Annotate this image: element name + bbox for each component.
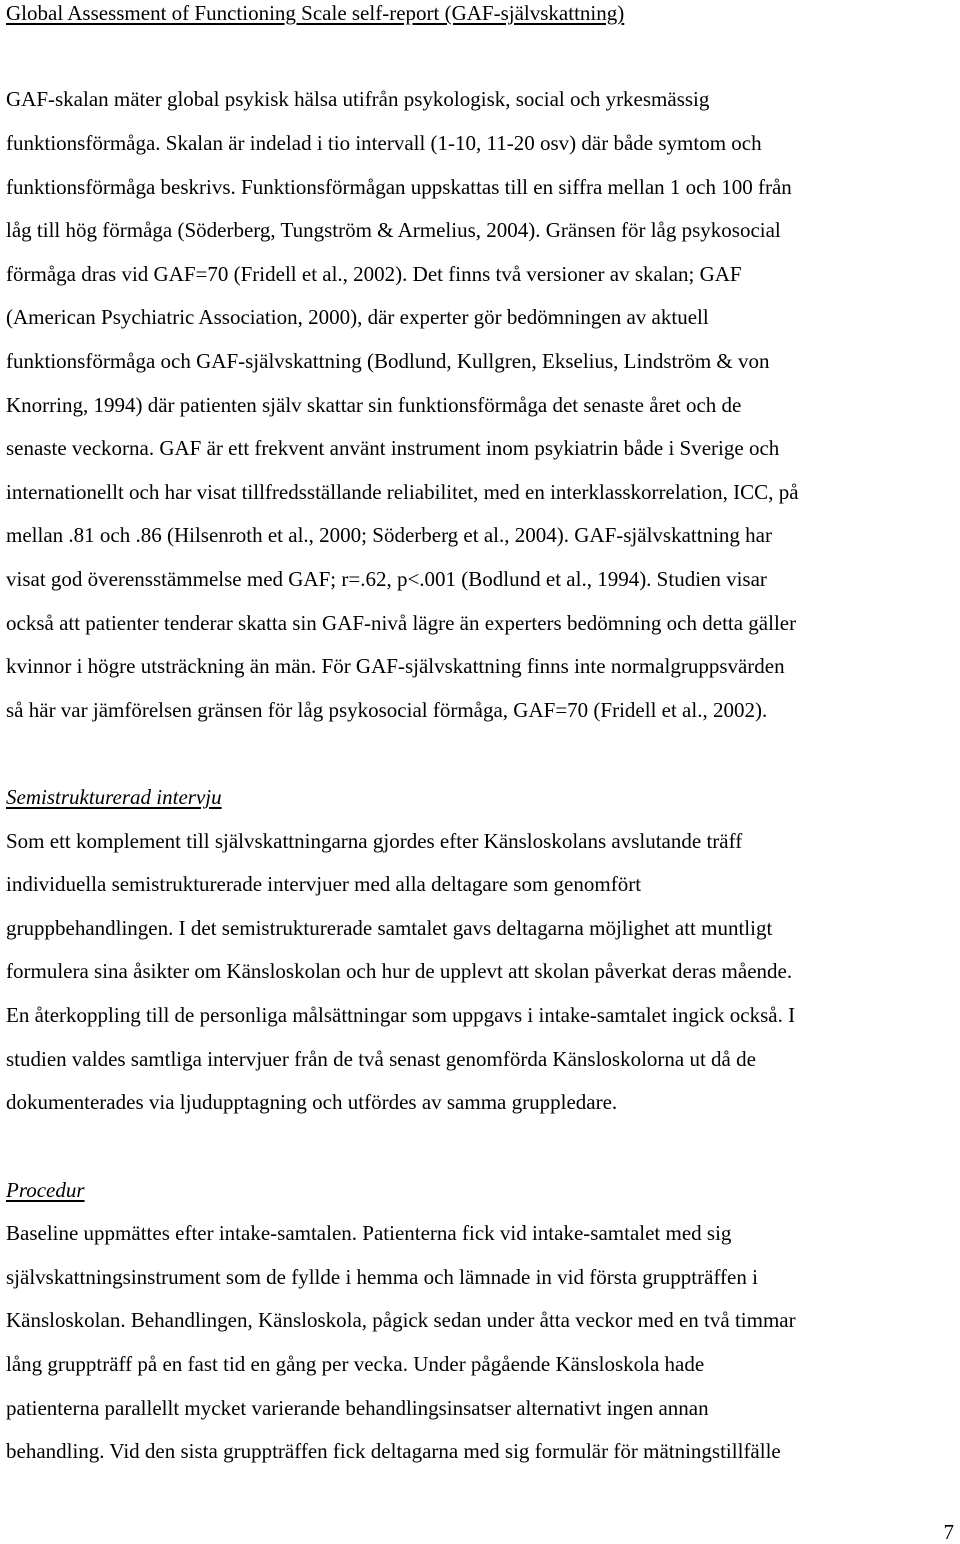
text-line: funktionsförmåga. Skalan är indelad i tio intervall (1-10, 11-20 osv) där både symtom och (6, 131, 762, 155)
text-line: kvinnor i högre utsträckning än män. För GAF-självskattning finns inte normalgruppsvärden (6, 654, 785, 678)
text-line: låg till hög förmåga (Söderberg, Tungström & Armelius, 2004). Gränsen för låg psykosocial (6, 218, 781, 242)
text-line: senaste veckorna. GAF är ett frekvent använt instrument inom psykiatrin både i Sverige och (6, 436, 780, 460)
text-line: också att patienter tenderar skatta sin GAF-nivå lägre än experters bedömning och detta gäller (6, 611, 797, 635)
subheading-procedure: Procedur (6, 1178, 85, 1202)
subheading-semistructured-interview: Semistrukturerad intervju (6, 785, 222, 809)
text-line: individuella semistrukturerade intervjuer med alla deltagare som genomfört (6, 872, 642, 896)
text-line: dokumenterades via ljudupptagning och utfördes av samma gruppledare. (6, 1090, 618, 1114)
text-line: självskattningsinstrument som de fyllde i hemma och lämnade in vid första gruppträffen i (6, 1265, 758, 1289)
text-line: Som ett komplement till självskattningarna gjordes efter Känsloskolans avslutande träff (6, 829, 743, 853)
text-line: visat god överensstämmelse med GAF; r=.62, p<.001 (Bodlund et al., 1994). Studien visar (6, 567, 767, 591)
page-number: 7 (943, 1520, 954, 1544)
text-line: Känsloskolan. Behandlingen, Känsloskola, pågick sedan under åtta veckor med en två timmar (6, 1308, 796, 1332)
text-line: formulera sina åsikter om Känsloskolan och hur de upplevt att skolan påverkat deras mående. (6, 959, 793, 983)
text-line: gruppbehandlingen. I det semistrukturerade samtalet gavs deltagarna möjlighet att muntligt (6, 916, 773, 940)
section-title: Global Assessment of Functioning Scale self-report (GAF-självskattning) (6, 1, 625, 25)
text-line: så här var jämförelsen gränsen för låg psykosocial förmåga, GAF=70 (Fridell et al., 2002). (6, 698, 768, 722)
text-line: Knorring, 1994) där patienten själv skattar sin funktionsförmåga det senaste året och de (6, 393, 742, 417)
text-line: studien valdes samtliga intervjuer från de två senast genomförda Känsloskolorna ut då de (6, 1047, 756, 1071)
text-line: GAF-skalan mäter global psykisk hälsa utifrån psykologisk, social och yrkesmässig (6, 87, 710, 111)
text-line: lång gruppträff på en fast tid en gång per vecka. Under pågående Känsloskola hade (6, 1352, 705, 1376)
text-line: internationellt och har visat tillfredsställande reliabilitet, med en interklasskorrelation, ICC, på (6, 480, 799, 504)
text-line: funktionsförmåga beskrivs. Funktionsförmågan uppskattas till en siffra mellan 1 och 100 från (6, 175, 792, 199)
text-line: En återkoppling till de personliga målsättningar som uppgavs i intake-samtalet ingick också. I (6, 1003, 796, 1027)
text-line: mellan .81 och .86 (Hilsenroth et al., 2000; Söderberg et al., 2004). GAF-självskattning har (6, 523, 772, 547)
text-line: Baseline uppmättes efter intake-samtalen. Patienterna fick vid intake-samtalet med sig (6, 1221, 732, 1245)
text-line: (American Psychiatric Association, 2000), där experter gör bedömningen av aktuell (6, 305, 709, 329)
text-line: förmåga dras vid GAF=70 (Fridell et al., 2002). Det finns två versioner av skalan; GAF (6, 262, 742, 286)
text-line: funktionsförmåga och GAF-självskattning (Bodlund, Kullgren, Ekselius, Lindström & von (6, 349, 770, 373)
text-line: patienterna parallellt mycket varierande behandlingsinsatser alternativt ingen annan (6, 1396, 709, 1420)
text-line: behandling. Vid den sista gruppträffen fick deltagarna med sig formulär för mätningstillfälle (6, 1439, 781, 1463)
